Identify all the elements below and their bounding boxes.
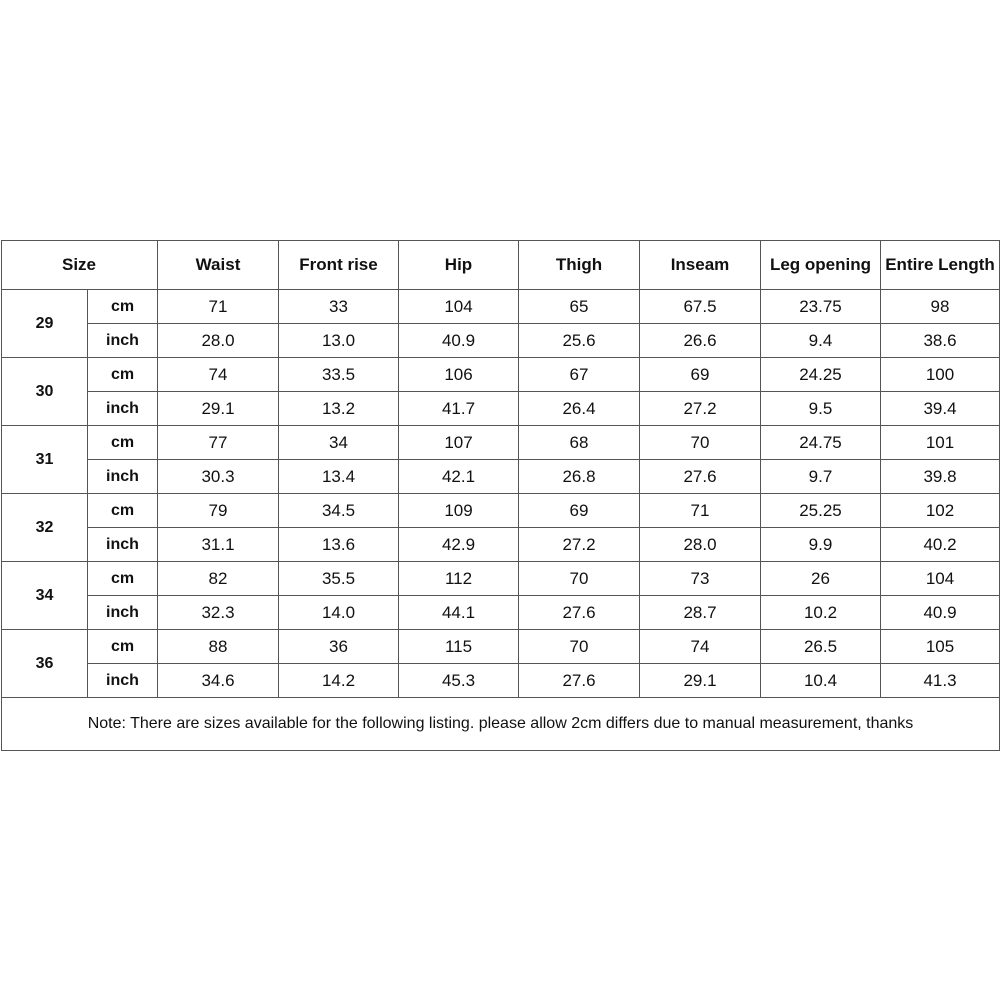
measurement-cell: 115 bbox=[399, 630, 519, 664]
measurement-cell: 13.2 bbox=[279, 392, 399, 426]
header-waist: Waist bbox=[158, 241, 279, 290]
measurement-cell: 29.1 bbox=[158, 392, 279, 426]
measurement-cell: 70 bbox=[640, 426, 761, 460]
table-row-size-32-inch bbox=[2, 528, 1000, 562]
measurement-cell: 74 bbox=[158, 358, 279, 392]
measurement-cell: 26.4 bbox=[519, 392, 640, 426]
measurement-cell: 88 bbox=[158, 630, 279, 664]
measurement-cell: 23.75 bbox=[761, 290, 881, 324]
header-front-rise: Front rise bbox=[279, 241, 399, 290]
size-label: 30 bbox=[2, 358, 88, 426]
measurement-cell: 105 bbox=[881, 630, 1000, 664]
table-row-size-30-cm bbox=[2, 358, 1000, 392]
size-label: 32 bbox=[2, 494, 88, 562]
unit-label: cm bbox=[88, 290, 158, 324]
measurement-cell: 27.2 bbox=[519, 528, 640, 562]
measurement-cell: 26.6 bbox=[640, 324, 761, 358]
unit-label: cm bbox=[88, 562, 158, 596]
measurement-cell: 9.7 bbox=[761, 460, 881, 494]
measurement-cell: 42.9 bbox=[399, 528, 519, 562]
measurement-cell: 73 bbox=[640, 562, 761, 596]
measurement-cell: 67 bbox=[519, 358, 640, 392]
table-row-size-36-inch bbox=[2, 664, 1000, 698]
measurement-cell: 104 bbox=[399, 290, 519, 324]
measurement-cell: 100 bbox=[881, 358, 1000, 392]
measurement-cell: 69 bbox=[519, 494, 640, 528]
measurement-cell: 40.9 bbox=[399, 324, 519, 358]
measurement-note: Note: There are sizes available for the following listing. please allow 2cm differs due to manual measurement, thanks bbox=[2, 698, 1000, 751]
measurement-cell: 70 bbox=[519, 562, 640, 596]
measurement-cell: 27.6 bbox=[519, 664, 640, 698]
header-inseam: Inseam bbox=[640, 241, 761, 290]
note-row bbox=[2, 698, 1000, 751]
table-row-size-32-cm bbox=[2, 494, 1000, 528]
measurement-cell: 74 bbox=[640, 630, 761, 664]
table-row-size-29-inch bbox=[2, 324, 1000, 358]
measurement-cell: 104 bbox=[881, 562, 1000, 596]
measurement-cell: 28.0 bbox=[640, 528, 761, 562]
unit-label: inch bbox=[88, 664, 158, 698]
size-rows bbox=[2, 290, 1000, 698]
measurement-cell: 24.25 bbox=[761, 358, 881, 392]
measurement-cell: 26 bbox=[761, 562, 881, 596]
measurement-cell: 45.3 bbox=[399, 664, 519, 698]
measurement-cell: 79 bbox=[158, 494, 279, 528]
measurement-cell: 9.9 bbox=[761, 528, 881, 562]
measurement-cell: 36 bbox=[279, 630, 399, 664]
measurement-cell: 26.8 bbox=[519, 460, 640, 494]
measurement-cell: 67.5 bbox=[640, 290, 761, 324]
measurement-cell: 28.7 bbox=[640, 596, 761, 630]
measurement-cell: 27.6 bbox=[519, 596, 640, 630]
measurement-cell: 102 bbox=[881, 494, 1000, 528]
table-row-size-34-inch bbox=[2, 596, 1000, 630]
measurement-cell: 33 bbox=[279, 290, 399, 324]
measurement-cell: 33.5 bbox=[279, 358, 399, 392]
measurement-cell: 44.1 bbox=[399, 596, 519, 630]
unit-label: cm bbox=[88, 358, 158, 392]
table-row-size-34-cm bbox=[2, 562, 1000, 596]
measurement-cell: 14.2 bbox=[279, 664, 399, 698]
unit-label: inch bbox=[88, 324, 158, 358]
measurement-cell: 65 bbox=[519, 290, 640, 324]
unit-label: inch bbox=[88, 460, 158, 494]
header-leg-opening: Leg opening bbox=[761, 241, 881, 290]
measurement-cell: 82 bbox=[158, 562, 279, 596]
table-row-size-36-cm bbox=[2, 630, 1000, 664]
measurement-cell: 29.1 bbox=[640, 664, 761, 698]
measurement-cell: 13.6 bbox=[279, 528, 399, 562]
measurement-cell: 25.6 bbox=[519, 324, 640, 358]
unit-label: cm bbox=[88, 426, 158, 460]
measurement-cell: 40.9 bbox=[881, 596, 1000, 630]
measurement-cell: 34.5 bbox=[279, 494, 399, 528]
measurement-cell: 24.75 bbox=[761, 426, 881, 460]
size-label: 29 bbox=[2, 290, 88, 358]
header-entire-length: Entire Length bbox=[881, 241, 1000, 290]
unit-label: cm bbox=[88, 630, 158, 664]
header-thigh: Thigh bbox=[519, 241, 640, 290]
unit-label: cm bbox=[88, 494, 158, 528]
measurement-cell: 98 bbox=[881, 290, 1000, 324]
measurement-cell: 13.0 bbox=[279, 324, 399, 358]
measurement-cell: 69 bbox=[640, 358, 761, 392]
unit-label: inch bbox=[88, 392, 158, 426]
header-size: Size bbox=[2, 241, 158, 290]
measurement-cell: 9.4 bbox=[761, 324, 881, 358]
measurement-cell: 42.1 bbox=[399, 460, 519, 494]
measurement-cell: 112 bbox=[399, 562, 519, 596]
measurement-cell: 101 bbox=[881, 426, 1000, 460]
measurement-cell: 107 bbox=[399, 426, 519, 460]
measurement-cell: 35.5 bbox=[279, 562, 399, 596]
size-label: 31 bbox=[2, 426, 88, 494]
measurement-cell: 38.6 bbox=[881, 324, 1000, 358]
measurement-cell: 40.2 bbox=[881, 528, 1000, 562]
measurement-cell: 13.4 bbox=[279, 460, 399, 494]
measurement-cell: 109 bbox=[399, 494, 519, 528]
measurement-cell: 26.5 bbox=[761, 630, 881, 664]
unit-label: inch bbox=[88, 528, 158, 562]
measurement-cell: 34.6 bbox=[158, 664, 279, 698]
measurement-cell: 32.3 bbox=[158, 596, 279, 630]
measurement-cell: 106 bbox=[399, 358, 519, 392]
table-row-size-29-cm bbox=[2, 290, 1000, 324]
measurement-cell: 71 bbox=[640, 494, 761, 528]
measurement-cell: 27.6 bbox=[640, 460, 761, 494]
header-hip: Hip bbox=[399, 241, 519, 290]
measurement-cell: 71 bbox=[158, 290, 279, 324]
measurement-cell: 68 bbox=[519, 426, 640, 460]
table-row-size-31-inch bbox=[2, 460, 1000, 494]
measurement-cell: 39.4 bbox=[881, 392, 1000, 426]
measurement-cell: 10.2 bbox=[761, 596, 881, 630]
measurement-cell: 25.25 bbox=[761, 494, 881, 528]
measurement-cell: 70 bbox=[519, 630, 640, 664]
header-row bbox=[2, 241, 1000, 290]
measurement-cell: 14.0 bbox=[279, 596, 399, 630]
size-label: 36 bbox=[2, 630, 88, 698]
measurement-cell: 41.7 bbox=[399, 392, 519, 426]
table-row-size-31-cm bbox=[2, 426, 1000, 460]
measurement-cell: 30.3 bbox=[158, 460, 279, 494]
measurement-cell: 9.5 bbox=[761, 392, 881, 426]
measurement-cell: 39.8 bbox=[881, 460, 1000, 494]
table-row-size-30-inch bbox=[2, 392, 1000, 426]
measurement-cell: 41.3 bbox=[881, 664, 1000, 698]
measurement-cell: 77 bbox=[158, 426, 279, 460]
measurement-cell: 34 bbox=[279, 426, 399, 460]
measurement-cell: 10.4 bbox=[761, 664, 881, 698]
measurement-cell: 27.2 bbox=[640, 392, 761, 426]
measurement-cell: 31.1 bbox=[158, 528, 279, 562]
measurement-cell: 28.0 bbox=[158, 324, 279, 358]
unit-label: inch bbox=[88, 596, 158, 630]
size-chart-table bbox=[1, 240, 1000, 751]
size-label: 34 bbox=[2, 562, 88, 630]
